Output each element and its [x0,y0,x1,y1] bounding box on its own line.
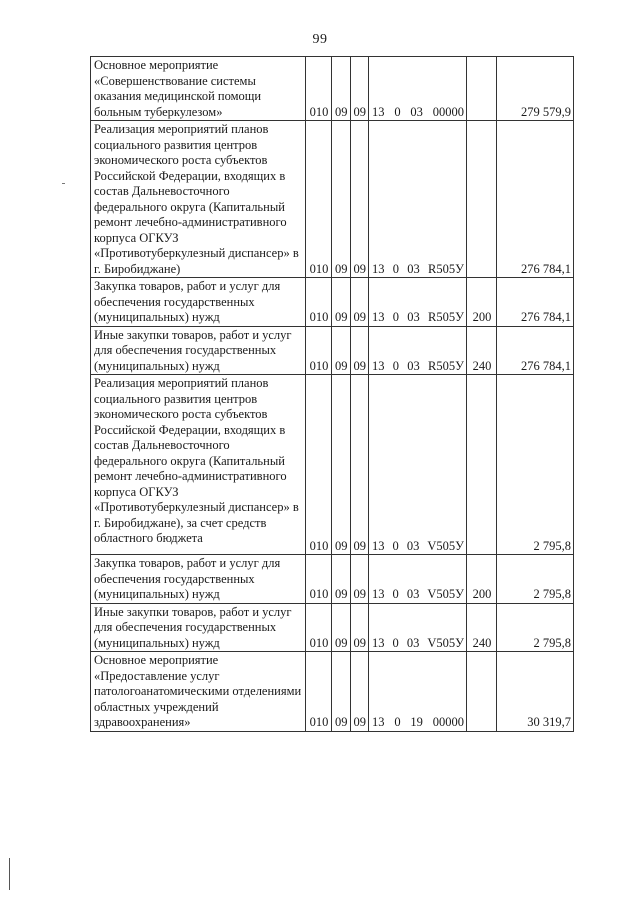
target-program: 13 [372,538,385,553]
table-row [91,278,574,327]
row-name: Основное мероприятие «Совершенствование системы оказания медицинской помощи больным туберкулезом» [91,57,306,121]
row-ministry-code: 010 [306,652,332,732]
target-program: 13 [372,358,385,373]
target-subprogram: 0 [392,261,400,276]
table-row [91,603,574,652]
table-row [91,375,574,555]
target-code: V505У [427,538,464,553]
row-target-article [369,57,467,121]
target-subprogram: 0 [392,635,399,650]
target-event: 03 [407,261,420,276]
row-target-article [369,603,467,652]
row-subsection-code: 09 [350,652,369,732]
row-target-article [369,555,467,604]
target-program: 13 [372,310,385,324]
target-code: V505У [427,635,464,650]
row-expense-type [467,652,497,732]
row-name: Закупка товаров, работ и услуг для обеспечения государственных (муниципальных) нужд [91,555,306,604]
row-target-article [369,121,467,278]
row-subsection-code: 09 [350,121,369,278]
row-ministry-code: 010 [306,603,332,652]
scan-margin-line [9,858,10,890]
row-subsection-code: 09 [350,603,369,652]
row-subsection-code: 09 [350,278,369,327]
row-name: Реализация мероприятий планов социального развития центров экономического роста субъектов Российской Федерации, входящих в состав Дальневосточного федерального округа (Капитальный ремонт лечебно-административного корпуса ОГКУЗ «Противотуберкулезный диспансер» в г. Биробиджане) [91,121,306,278]
row-section-code: 09 [332,121,351,278]
target-code: V505У [427,587,464,601]
table-row [91,555,574,604]
target-event: 03 [406,538,420,553]
row-subsection-code: 09 [350,555,369,604]
row-amount: 276 784,1 [497,121,574,278]
row-ministry-code: 010 [306,121,332,278]
row-amount: 2 795,8 [497,603,574,652]
budget-table [90,56,574,732]
row-expense-type [467,57,497,121]
row-name: Закупка товаров, работ и услуг для обеспечения государственных (муниципальных) нужд [91,278,306,327]
row-amount: 279 579,9 [497,57,574,121]
target-event: 03 [410,104,423,119]
target-subprogram: 0 [392,587,399,601]
row-amount: 276 784,1 [497,326,574,375]
row-section-code: 09 [332,278,351,327]
row-subsection-code: 09 [350,57,369,121]
row-section-code: 09 [332,652,351,732]
target-program: 13 [372,635,385,650]
row-expense-type: 240 [467,603,497,652]
row-expense-type: 200 [467,278,497,327]
row-target-article [369,326,467,375]
target-event: 03 [406,635,420,650]
table-row [91,326,574,375]
target-code: 00000 [432,715,464,729]
target-program: 13 [372,261,385,276]
target-code: 00000 [432,104,464,119]
target-event: 03 [407,310,420,324]
target-subprogram: 0 [392,538,399,553]
row-amount: 2 795,8 [497,375,574,555]
target-event: 03 [407,358,420,373]
target-subprogram: 0 [394,104,401,119]
row-subsection-code: 09 [350,375,369,555]
target-program: 13 [372,715,385,729]
target-program: 13 [372,104,385,119]
row-expense-type: 200 [467,555,497,604]
table-row [91,57,574,121]
row-ministry-code: 010 [306,326,332,375]
target-code: R505У [428,261,464,276]
row-amount: 30 319,7 [497,652,574,732]
row-expense-type [467,375,497,555]
row-ministry-code: 010 [306,555,332,604]
row-target-article [369,652,467,732]
row-section-code: 09 [332,603,351,652]
target-subprogram: 0 [392,310,400,324]
row-ministry-code: 010 [306,57,332,121]
row-expense-type [467,121,497,278]
target-event: 03 [406,587,420,601]
row-name: Основное мероприятие «Предоставление услуг патологоанатомическими отделениями областных учреждений здравоохранения» [91,652,306,732]
target-event: 19 [410,715,423,729]
row-target-article [369,375,467,555]
target-program: 13 [372,587,385,601]
row-section-code: 09 [332,326,351,375]
row-amount: 276 784,1 [497,278,574,327]
row-amount: 2 795,8 [497,555,574,604]
row-expense-type: 240 [467,326,497,375]
row-name: Иные закупки товаров, работ и услуг для обеспечения государственных (муниципальных) нужд [91,603,306,652]
row-section-code: 09 [332,555,351,604]
row-section-code: 09 [332,57,351,121]
row-ministry-code: 010 [306,278,332,327]
row-name: Иные закупки товаров, работ и услуг для обеспечения государственных (муниципальных) нужд [91,326,306,375]
target-code: R505У [428,358,464,373]
target-subprogram: 0 [392,358,400,373]
page-number: 99 [312,32,328,47]
row-section-code: 09 [332,375,351,555]
table-row [91,652,574,732]
row-ministry-code: 010 [306,375,332,555]
row-name: Реализация мероприятий планов социального развития центров экономического роста субъектов Российской Федерации, входящих в состав Дальневосточного федерального округа (Капитальный ремонт лечебно-административного корпуса ОГКУЗ «Противотуберкулезный диспансер» в г. Биробиджане), за счет средств областного бюджета [91,375,306,555]
target-code: R505У [428,310,464,324]
row-target-article [369,278,467,327]
scan-mark [62,183,65,184]
row-subsection-code: 09 [350,326,369,375]
table-row [91,121,574,278]
target-subprogram: 0 [394,715,401,729]
